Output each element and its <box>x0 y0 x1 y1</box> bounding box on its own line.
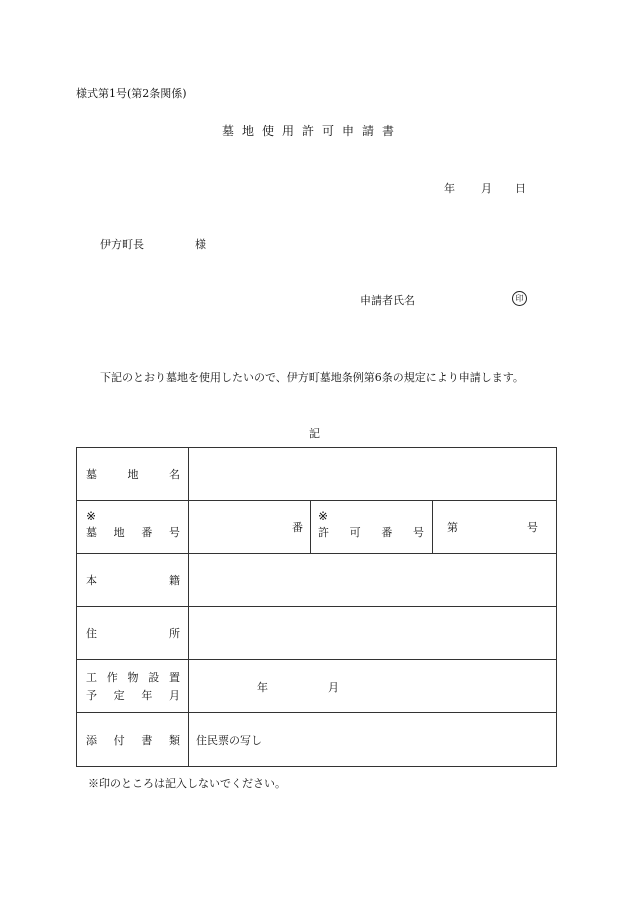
label-char: 予 <box>86 689 97 702</box>
permit-number-label-cell <box>311 501 433 554</box>
label-char: 本 <box>86 574 97 587</box>
label-char: 籍 <box>169 574 180 587</box>
label-char: 名 <box>169 468 180 481</box>
label-char: 地 <box>113 526 125 539</box>
construction-label-cell <box>77 660 189 713</box>
plot-number-label <box>86 524 180 540</box>
footnote: ※印のところは記入しないでください。 <box>88 777 286 790</box>
label-char: 可 <box>349 526 361 539</box>
construction-field[interactable] <box>189 660 557 713</box>
document-title: 墓地使用許可申請書 <box>222 124 403 138</box>
honseki-label <box>86 572 180 588</box>
permit-number-prefix: 第 <box>447 521 458 534</box>
date-month-label: 月 <box>481 182 492 195</box>
label-char: 住 <box>86 627 97 640</box>
label-char: 年 <box>141 689 153 702</box>
addressee-name: 伊方町長 <box>100 238 144 251</box>
honseki-label-cell <box>77 554 189 607</box>
applicant-name-label: 申請者氏名 <box>360 294 415 307</box>
label-char: 定 <box>113 689 125 702</box>
label-char: 番 <box>381 526 393 539</box>
label-char: 許 <box>318 526 329 539</box>
plot-number-suffix: 番 <box>292 521 303 534</box>
applicant-line <box>360 292 524 308</box>
label-char: 置 <box>169 671 180 684</box>
label-char: 墓 <box>86 526 97 539</box>
permit-number-suffix: 号 <box>527 521 539 534</box>
row-cemetery-name <box>77 448 557 501</box>
date-year-label: 年 <box>444 182 455 195</box>
label-char: 墓 <box>86 468 97 481</box>
label-char: 地 <box>127 468 139 481</box>
label-char: 付 <box>113 733 125 747</box>
attachments-field: 住民票の写し <box>189 713 557 767</box>
date-day-label: 日 <box>515 182 526 195</box>
address-label <box>86 625 180 641</box>
row-attachments <box>77 713 557 767</box>
construction-label-line1 <box>86 669 180 685</box>
label-char: 類 <box>168 733 180 747</box>
row-honseki <box>77 554 557 607</box>
row-plot-number <box>77 501 557 554</box>
plot-number-label-cell <box>77 501 189 554</box>
construction-label-line2 <box>86 687 180 703</box>
cemetery-name-label-cell <box>77 448 189 501</box>
form-number: 様式第1号(第2条関係) <box>76 87 187 100</box>
address-field[interactable] <box>189 607 557 660</box>
label-char: 号 <box>412 526 424 539</box>
permit-number-label <box>318 524 424 540</box>
cemetery-name-label <box>86 466 180 482</box>
honseki-field[interactable] <box>189 554 557 607</box>
label-char: 工 <box>86 671 97 684</box>
label-char: 設 <box>148 671 160 684</box>
label-char: 号 <box>168 526 180 539</box>
attachments-label <box>86 732 180 748</box>
body-text: 下記のとおり墓地を使用したいので、伊方町墓地条例第6条の規定により申請します。 <box>100 371 524 384</box>
row-construction <box>77 660 557 713</box>
seal-mark: 印 <box>512 291 527 306</box>
row-address <box>77 607 557 660</box>
construction-month-label: 月 <box>328 681 339 694</box>
label-char: 月 <box>168 689 180 702</box>
address-label-cell <box>77 607 189 660</box>
addressee-honorific: 様 <box>195 238 206 251</box>
office-use-mark: ※ <box>318 509 329 523</box>
plot-number-field[interactable] <box>189 501 311 554</box>
label-char: 物 <box>127 671 139 684</box>
office-use-mark: ※ <box>86 509 97 523</box>
cemetery-name-field[interactable] <box>189 448 557 501</box>
ki-heading: 記 <box>309 427 320 440</box>
label-char: 書 <box>141 733 153 747</box>
label-char: 所 <box>169 627 180 640</box>
permit-number-field[interactable] <box>433 501 557 554</box>
application-table <box>76 447 557 767</box>
label-char: 添 <box>86 733 97 747</box>
construction-year-label: 年 <box>257 681 268 694</box>
label-char: 番 <box>141 526 153 539</box>
addressee <box>100 236 206 252</box>
label-char: 作 <box>106 671 118 684</box>
attachments-label-cell <box>77 713 189 767</box>
